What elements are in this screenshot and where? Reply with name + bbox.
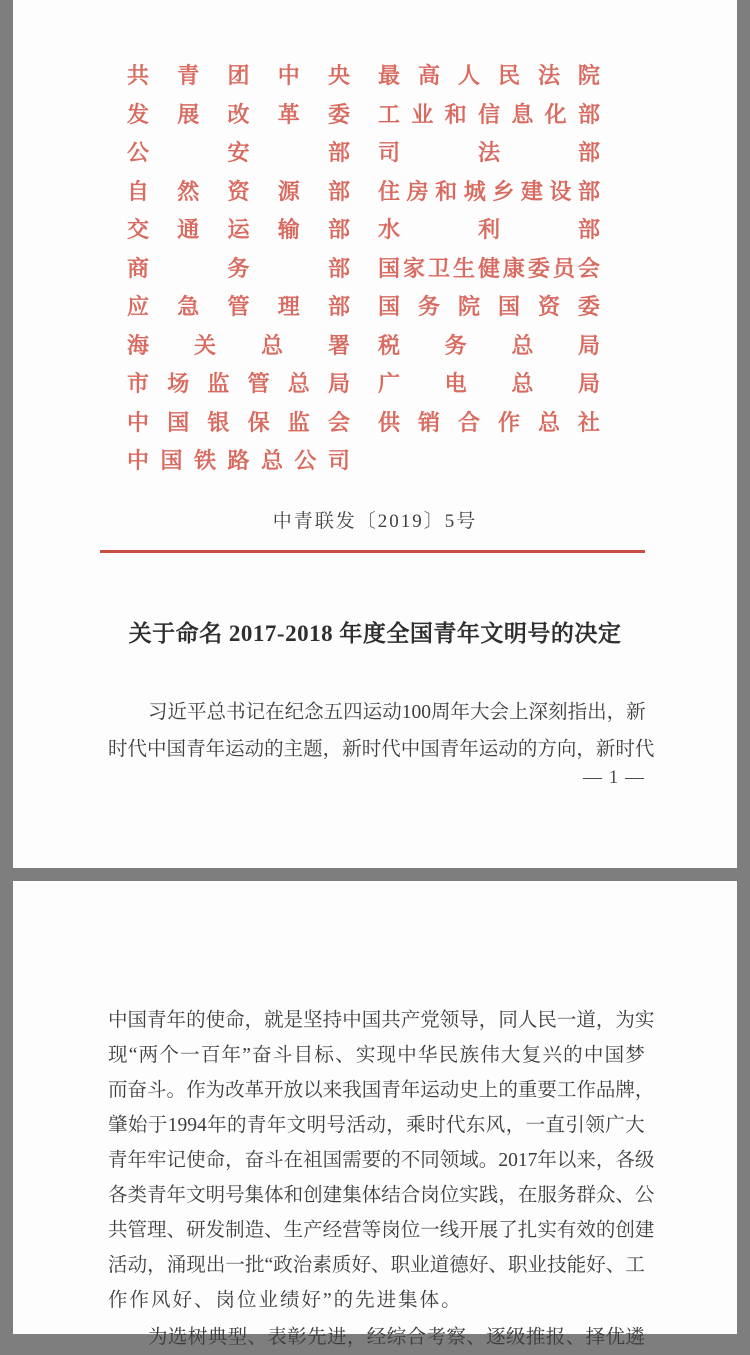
body-line: 肇 始 于 1994 年 的 青 年 文 明 号 活 动 ， 乘 时 代 东 风 ， 一 直 引 领 广 大 xyxy=(108,1114,645,1136)
agency-row xyxy=(13,365,737,404)
agency-row xyxy=(13,250,737,289)
agency-name: 应 急 管 理 部 xyxy=(127,294,350,320)
agency-name: 供 销 合 作 总 社 xyxy=(378,409,600,435)
agency-row xyxy=(13,288,737,327)
body-line: 共 管 理 、 研 发 制 造 、 生 产 经 营 等 岗 位 一 线 开 展 了 扎 实 有 效 的 创 建 xyxy=(108,1219,655,1241)
red-separator-rule xyxy=(100,550,645,553)
body-paragraph xyxy=(13,695,655,769)
agency-name: 工 业 和 信 息 化 部 xyxy=(378,101,600,127)
agency-name: 税 务 总 局 xyxy=(378,332,600,358)
agency-name: 发 展 改 革 委 xyxy=(127,101,350,127)
body-line: 习 近 平 总 书 记 在 纪 念 五 四 运 动 100 周 年 大 会 上 深 刻 指 出 ， 新 xyxy=(148,702,646,724)
agency-row xyxy=(13,327,737,366)
agency-name: 自 然 资 源 部 xyxy=(127,178,350,204)
body-line: 活 动 ， 涌 现 出 一 批 “ 政 治 素 质 好 、 职 业 道 德 好 、 职 业 技 能 好 、 工 xyxy=(108,1254,645,1276)
body-line: 而 奋 斗 。 作 为 改 革 开 放 以 来 我 国 青 年 运 动 史 上 的 重 要 工 作 品 牌 ， xyxy=(108,1079,655,1101)
agency-name: 中 国 银 保 监 会 xyxy=(127,409,350,435)
agency-name: 住 房 和 城 乡 建 设 部 xyxy=(378,178,600,204)
agency-row xyxy=(13,404,737,443)
body-line: 现 “ 两 个 一 百 年 ” 奋 斗 目 标 、 实 现 中 华 民 族 伟 大 复 兴 的 中 国 梦 xyxy=(108,1044,645,1066)
agency-row xyxy=(13,96,737,135)
issuing-agencies-header xyxy=(13,0,737,481)
agency-name: 市 场 监 管 总 局 xyxy=(127,371,350,397)
agency-row xyxy=(13,173,737,212)
agency-name: 广 电 总 局 xyxy=(378,371,600,397)
body-line-clipped: 为 选 树 典 型 、 表 彰 先 进 ， 经 综 合 考 察 、 逐 级 推 报 、 择 优 遴 xyxy=(148,1326,645,1348)
body-line: 各 类 青 年 文 明 号 集 体 和 创 建 集 体 结 合 岗 位 实 践 ， 在 服 务 群 众 、 公 xyxy=(108,1184,655,1206)
document-page-2 xyxy=(13,881,737,1348)
agency-name: 共 青 团 中 央 xyxy=(127,63,350,89)
agency-name: 水 利 部 xyxy=(378,217,600,243)
body-line: 青 年 牢 记 使 命 ， 奋 斗 在 祖 国 需 要 的 不 同 领 域 。 2017 年 以 来 ， 各 级 xyxy=(108,1149,655,1171)
body-paragraph xyxy=(13,881,655,1355)
document-number: 中青联发〔2019〕5号 xyxy=(272,510,478,532)
agency-name: 商 务 部 xyxy=(127,255,350,281)
agency-row xyxy=(13,57,737,96)
agency-name: 中 国 铁 路 总 公 司 xyxy=(127,448,350,474)
agency-row xyxy=(13,442,737,481)
agency-name: 公 安 部 xyxy=(127,140,350,166)
agency-name: 最 高 人 民 法 院 xyxy=(378,63,600,89)
agency-name: 海 关 总 署 xyxy=(127,332,350,358)
document-page-1 xyxy=(13,0,737,868)
page-number: — 1 — xyxy=(583,766,645,788)
agency-name: 司 法 部 xyxy=(378,140,600,166)
agency-name: 国 家 卫 生 健 康 委 员 会 xyxy=(378,255,600,281)
body-line: 作作风好、岗位业绩好”的先进集体。 xyxy=(108,1290,463,1311)
agency-name: 国 务 院 国 资 委 xyxy=(378,294,600,320)
agency-row xyxy=(13,134,737,173)
body-line: 中 国 青 年 的 使 命 ， 就 是 坚 持 中 国 共 产 党 领 导 ， 同 人 民 一 道 ， 为 实 xyxy=(108,1009,655,1031)
document-title: 关于命名 2017-2018 年度全国青年文明号的决定 xyxy=(128,620,622,646)
agency-name: 交 通 运 输 部 xyxy=(127,217,350,243)
agency-row xyxy=(13,211,737,250)
body-line: 时 代 中 国 青 年 运 动 的 主 题 ， 新 时 代 中 国 青 年 运 动 的 方 向 ， 新 时 代 xyxy=(108,739,655,761)
